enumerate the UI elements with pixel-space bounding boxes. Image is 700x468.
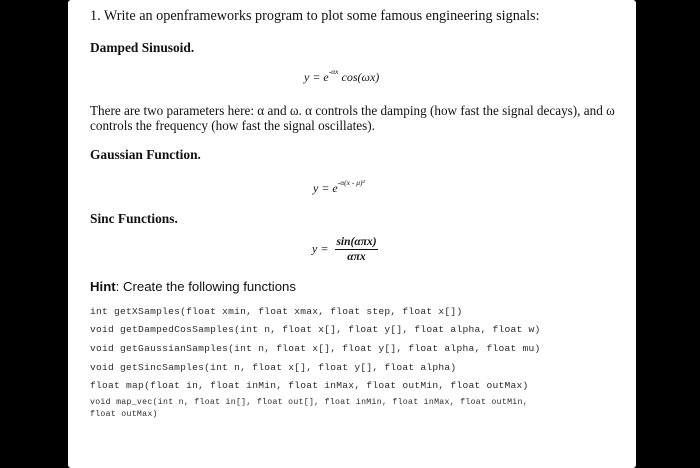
sinc-functions-heading: Sinc Functions. [90,211,178,226]
equation-exponent: -α(x - μ)² [337,178,365,187]
code-line-getdampedcossamples: void getDampedCosSamples(int n, float x[], float y[], float alpha, float w) [90,324,541,335]
hint-label: Hint [90,279,116,294]
sinc-numerator: sin(απx) [336,236,377,248]
question-title: 1. Write an openframeworks program to plot some famous engineering signals: [90,8,540,24]
damped-sinusoid-heading: Damped Sinusoid. [90,40,195,55]
code-line-map: float map(float in, float inMin, float inMax, float outMin, float outMax) [90,380,529,391]
hint-text: : Create the following functions [115,279,296,294]
code-line-map-vec-continued: float outMax) [90,410,158,419]
equation-lhs: y = e [313,181,338,195]
equation-rhs: cos(ωx) [341,70,380,84]
sinc-denominator: απx [347,251,366,263]
damped-sinusoid-description: There are two parameters here: α and ω. α controls the damping (how fast the signal decays), and ω controls the frequency (how fast the signal oscillates). [90,103,615,133]
document-page [68,0,636,468]
damped-sinusoid-equation [304,67,379,85]
sinc-fraction [335,236,377,263]
code-line-getxsamples: int getXSamples(float xmin, float xmax, float step, float x[]) [90,306,463,317]
gaussian-function-heading: Gaussian Function. [90,147,201,162]
code-line-map-vec: void map_vec(int n, float in[], float out[], float inMin, float inMax, float outMin, [90,398,528,407]
hint-line [90,279,296,294]
code-line-getsincsamples: void getSincSamples(int n, float x[], float y[], float alpha) [90,362,457,373]
sinc-equation [312,236,378,263]
equation-lhs: y = [312,241,329,256]
equation-exponent: -αx [328,67,339,76]
gaussian-equation [313,178,365,196]
equation-lhs: y = e [304,70,329,84]
code-line-getgaussiansamples: void getGaussianSamples(int n, float x[], float y[], float alpha, float mu) [90,343,541,354]
